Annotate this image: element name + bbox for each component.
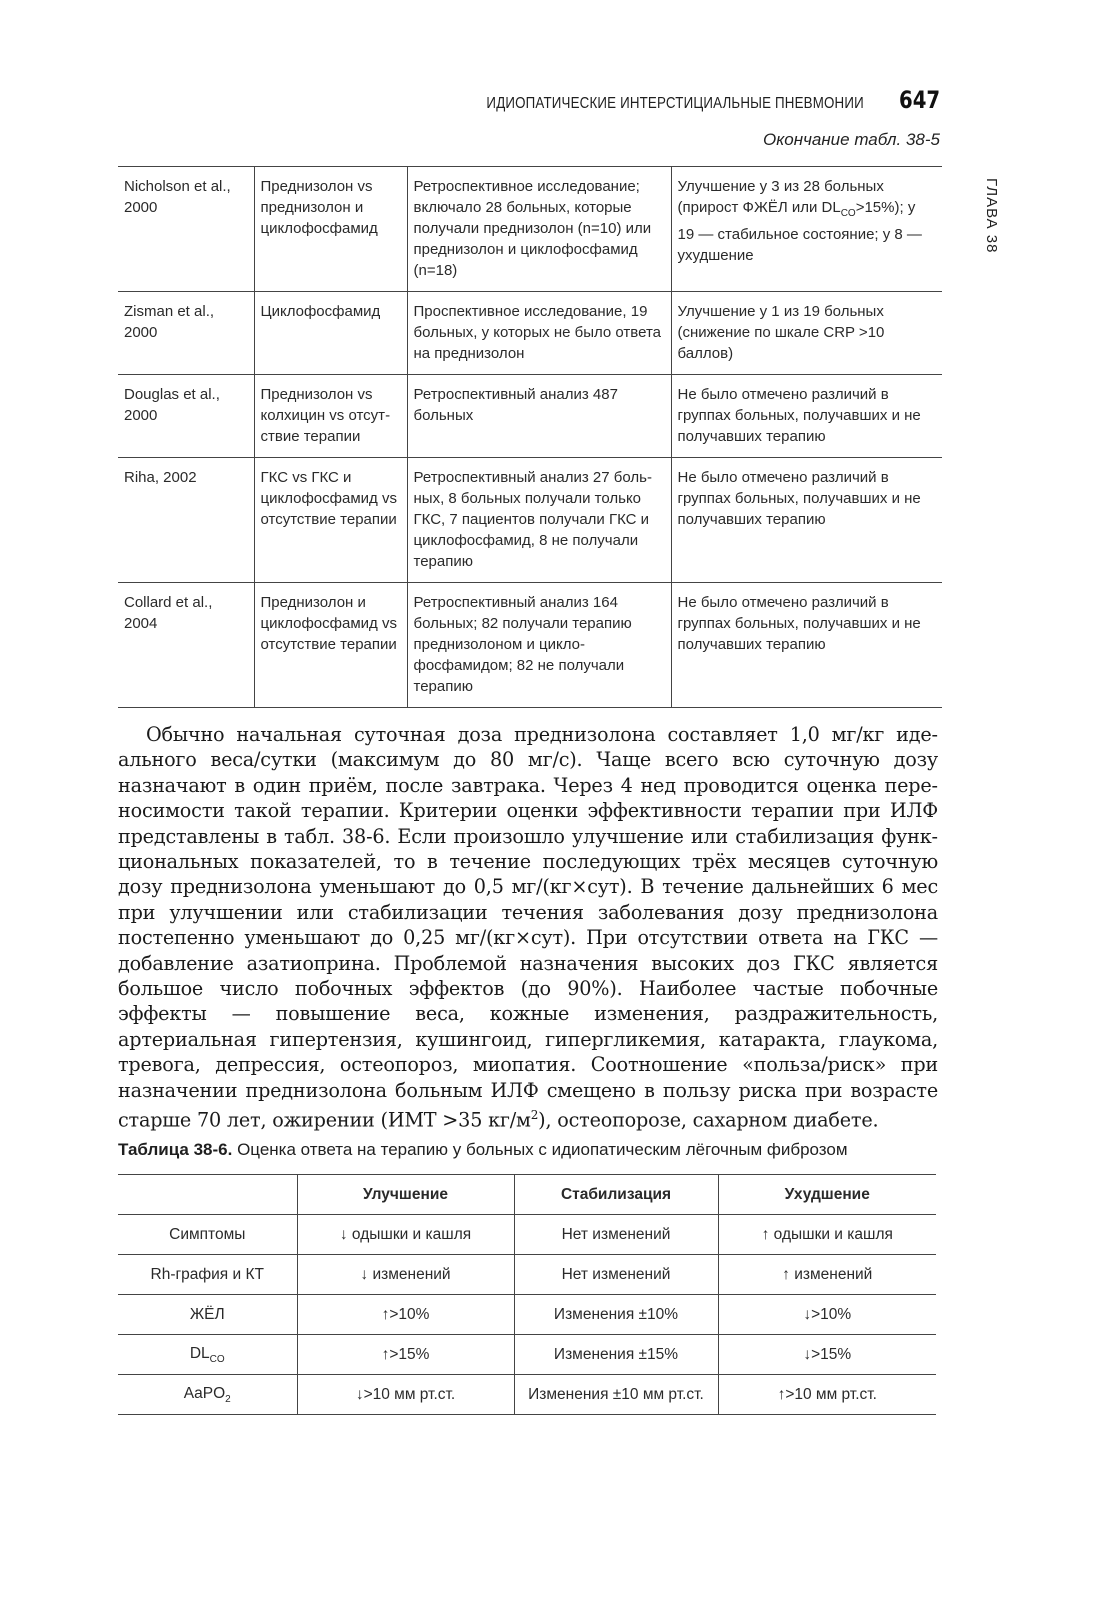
running-header: [460, 86, 940, 114]
improvement-cell: ↑>10%: [297, 1295, 514, 1335]
row-label: ЖЁЛ: [118, 1295, 297, 1335]
stabilization-cell: Нет изменений: [514, 1255, 718, 1295]
running-title: ИДИОПАТИЧЕСКИЕ ИНТЕРСТИЦИАЛЬНЫЕ ПНЕВМОНИИ: [486, 95, 864, 112]
body-paragraph: [118, 722, 938, 1133]
table-row: [118, 167, 942, 292]
design-cell: Ретроспективный анализ 487 больных: [407, 375, 671, 458]
stabilization-cell: Изменения ±10%: [514, 1295, 718, 1335]
treatment-cell: Преднизолон vs колхицин vs отсутствие терапии: [254, 375, 407, 458]
result-text: Улучшение у 3 из 28 больных (прирост ФЖЁЛ или DL: [677, 178, 884, 216]
row-label: [118, 1335, 297, 1375]
table-row: [118, 1255, 936, 1295]
body-text: [118, 722, 938, 1133]
row-label-main: AaPO: [183, 1384, 226, 1402]
table-row: [118, 458, 942, 583]
chapter-side-tab: ГЛАВА 38: [983, 178, 1000, 254]
worsening-cell: ↑>10 мм рт.ст.: [718, 1375, 936, 1415]
row-label: Rh-графия и КТ: [118, 1255, 297, 1295]
worsening-cell: ↓>10%: [718, 1295, 936, 1335]
table-row: [118, 1335, 936, 1375]
result-cell: Улучшение у 1 из 19 больных (снижение по шкале CRP >10 баллов): [671, 292, 942, 375]
study-cell: Zisman et al., 2000: [118, 292, 254, 375]
superscript: 2: [530, 1108, 539, 1123]
table-caption: [118, 1140, 948, 1160]
table-38-6: [118, 1174, 936, 1415]
column-header-stabilization: Стабилизация: [514, 1175, 718, 1215]
design-cell: Ретроспективный анализ 27 больных, 8 больных получали только ГКС, 7 пациентов получали ГКС и циклофосфамид, 8 не получали терапию: [407, 458, 671, 583]
page-number: 647: [898, 86, 940, 114]
table-row: [118, 292, 942, 375]
row-label-main: DL: [189, 1344, 210, 1362]
caption-text: Оценка ответа на терапию у больных с идиопатическим лёгочным фиброзом: [237, 1140, 848, 1159]
worsening-cell: ↑ одышки и кашля: [718, 1215, 936, 1255]
design-cell: Ретроспективное исследование; включало 28 больных, которые получали преднизолон (n=10) или преднизолон и циклофосфамид (n=18): [407, 167, 671, 292]
row-label: [118, 1375, 297, 1415]
treatment-cell: Преднизолон vs преднизолон и циклофосфамид: [254, 167, 407, 292]
stabilization-cell: Изменения ±10 мм рт.ст.: [514, 1375, 718, 1415]
column-header-improvement: Улучшение: [297, 1175, 514, 1215]
treatment-cell: Преднизолон и циклофосфамид vs отсутствие терапии: [254, 583, 407, 708]
table-row: [118, 1375, 936, 1415]
worsening-cell: ↑ изменений: [718, 1255, 936, 1295]
table-continuation-label: Окончание табл. 38-5: [763, 130, 940, 149]
paragraph-tail: ), остеопорозе, сахарном диабете.: [538, 1108, 879, 1132]
table-row: [118, 1295, 936, 1335]
row-label: Симптомы: [118, 1215, 297, 1255]
treatment-cell: ГКС vs ГКС и циклофосфамид vs отсутствие терапии: [254, 458, 407, 583]
result-cell: [671, 167, 942, 292]
treatment-cell: Циклофосфамид: [254, 292, 407, 375]
row-label-subscript: CO: [209, 1353, 225, 1365]
stabilization-cell: Изменения ±15%: [514, 1335, 718, 1375]
improvement-cell: ↓ одышки и кашля: [297, 1215, 514, 1255]
study-cell: Nicholson et al., 2000: [124, 178, 231, 216]
caption-label: Таблица 38-6.: [118, 1140, 233, 1159]
row-label-subscript: 2: [225, 1393, 231, 1405]
column-header-worsening: Ухудшение: [718, 1175, 936, 1215]
stabilization-cell: Нет изменений: [514, 1215, 718, 1255]
column-header-empty: [118, 1175, 297, 1215]
study-cell: Riha, 2002: [118, 458, 254, 583]
study-cell: Collard et al., 2004: [118, 583, 254, 708]
worsening-cell: ↓>15%: [718, 1335, 936, 1375]
result-subscript: CO: [840, 208, 856, 219]
improvement-cell: ↑>15%: [297, 1335, 514, 1375]
study-cell: Douglas et al., 2000: [118, 375, 254, 458]
table-row: [118, 375, 942, 458]
design-cell: Ретроспективный анализ 164 больных; 82 получали терапию преднизолоном и циклофосфамидом; 82 не получали терапию: [407, 583, 671, 708]
result-cell: Не было отмечено различий в группах больных, получавших и не получавших терапию: [671, 458, 942, 583]
table-row: [118, 1215, 936, 1255]
result-cell: Не было отмечено различий в группах больных, получавших и не получавших терапию: [671, 583, 942, 708]
improvement-cell: ↓ изменений: [297, 1255, 514, 1295]
table-38-5: [118, 166, 942, 708]
improvement-cell: ↓>10 мм рт.ст.: [297, 1375, 514, 1415]
result-cell: Не было отмечено различий в группах больных, получавших и не получавших терапию: [671, 375, 942, 458]
paragraph-text: Обычно начальная суточная доза преднизолона составляет 1,0 мг/кг идеального веса/сутки (максимум до 80 мг/с). Чаще всего всю суточную дозу назначают в один приём, после завтрака. Через 4 нед проводится оценка переносимости такой терапии. Критерии оценки эффективности терапии при ИЛФ представлены в табл. 38-6. Если произошло улучшение или стабилизация функциональных показателей, то в течение последующих трёх месяцев суточную дозу преднизолона уменьшают до 0,5 мг/(кг×сут). В течение дальнейших 6 мес при улучшении или стабилизации течения заболевания дозу преднизолона постепенно уменьшают до 0,25 мг/(кг×сут). При отсутствии ответа на ГКС — добавление азатиоприна. Проблемой назначения высоких доз ГКС является большое число побочных эффектов (до 90%). Наиболее частые побочные эффекты — повышение веса, кожные изменения, раздражительность, артериальная гипертензия, кушингоид, гипергликемия, катаракта, глаукома, тревога, депрессия, остеопороз, миопатия. Соотношение «польза/риск» при назначении преднизолона больным ИЛФ смещено в пользу риска при возрасте старше 70 лет, ожирении (ИМТ >35 кг/м: [118, 723, 938, 1132]
result-text-tail: >15%); у 19 — стабильное состояние; у 8 — ухудшение: [677, 199, 922, 264]
table-header-row: [118, 1175, 936, 1215]
table-row: [118, 583, 942, 708]
design-cell: Проспективное исследование, 19 больных, у которых не было ответа на преднизолон: [407, 292, 671, 375]
